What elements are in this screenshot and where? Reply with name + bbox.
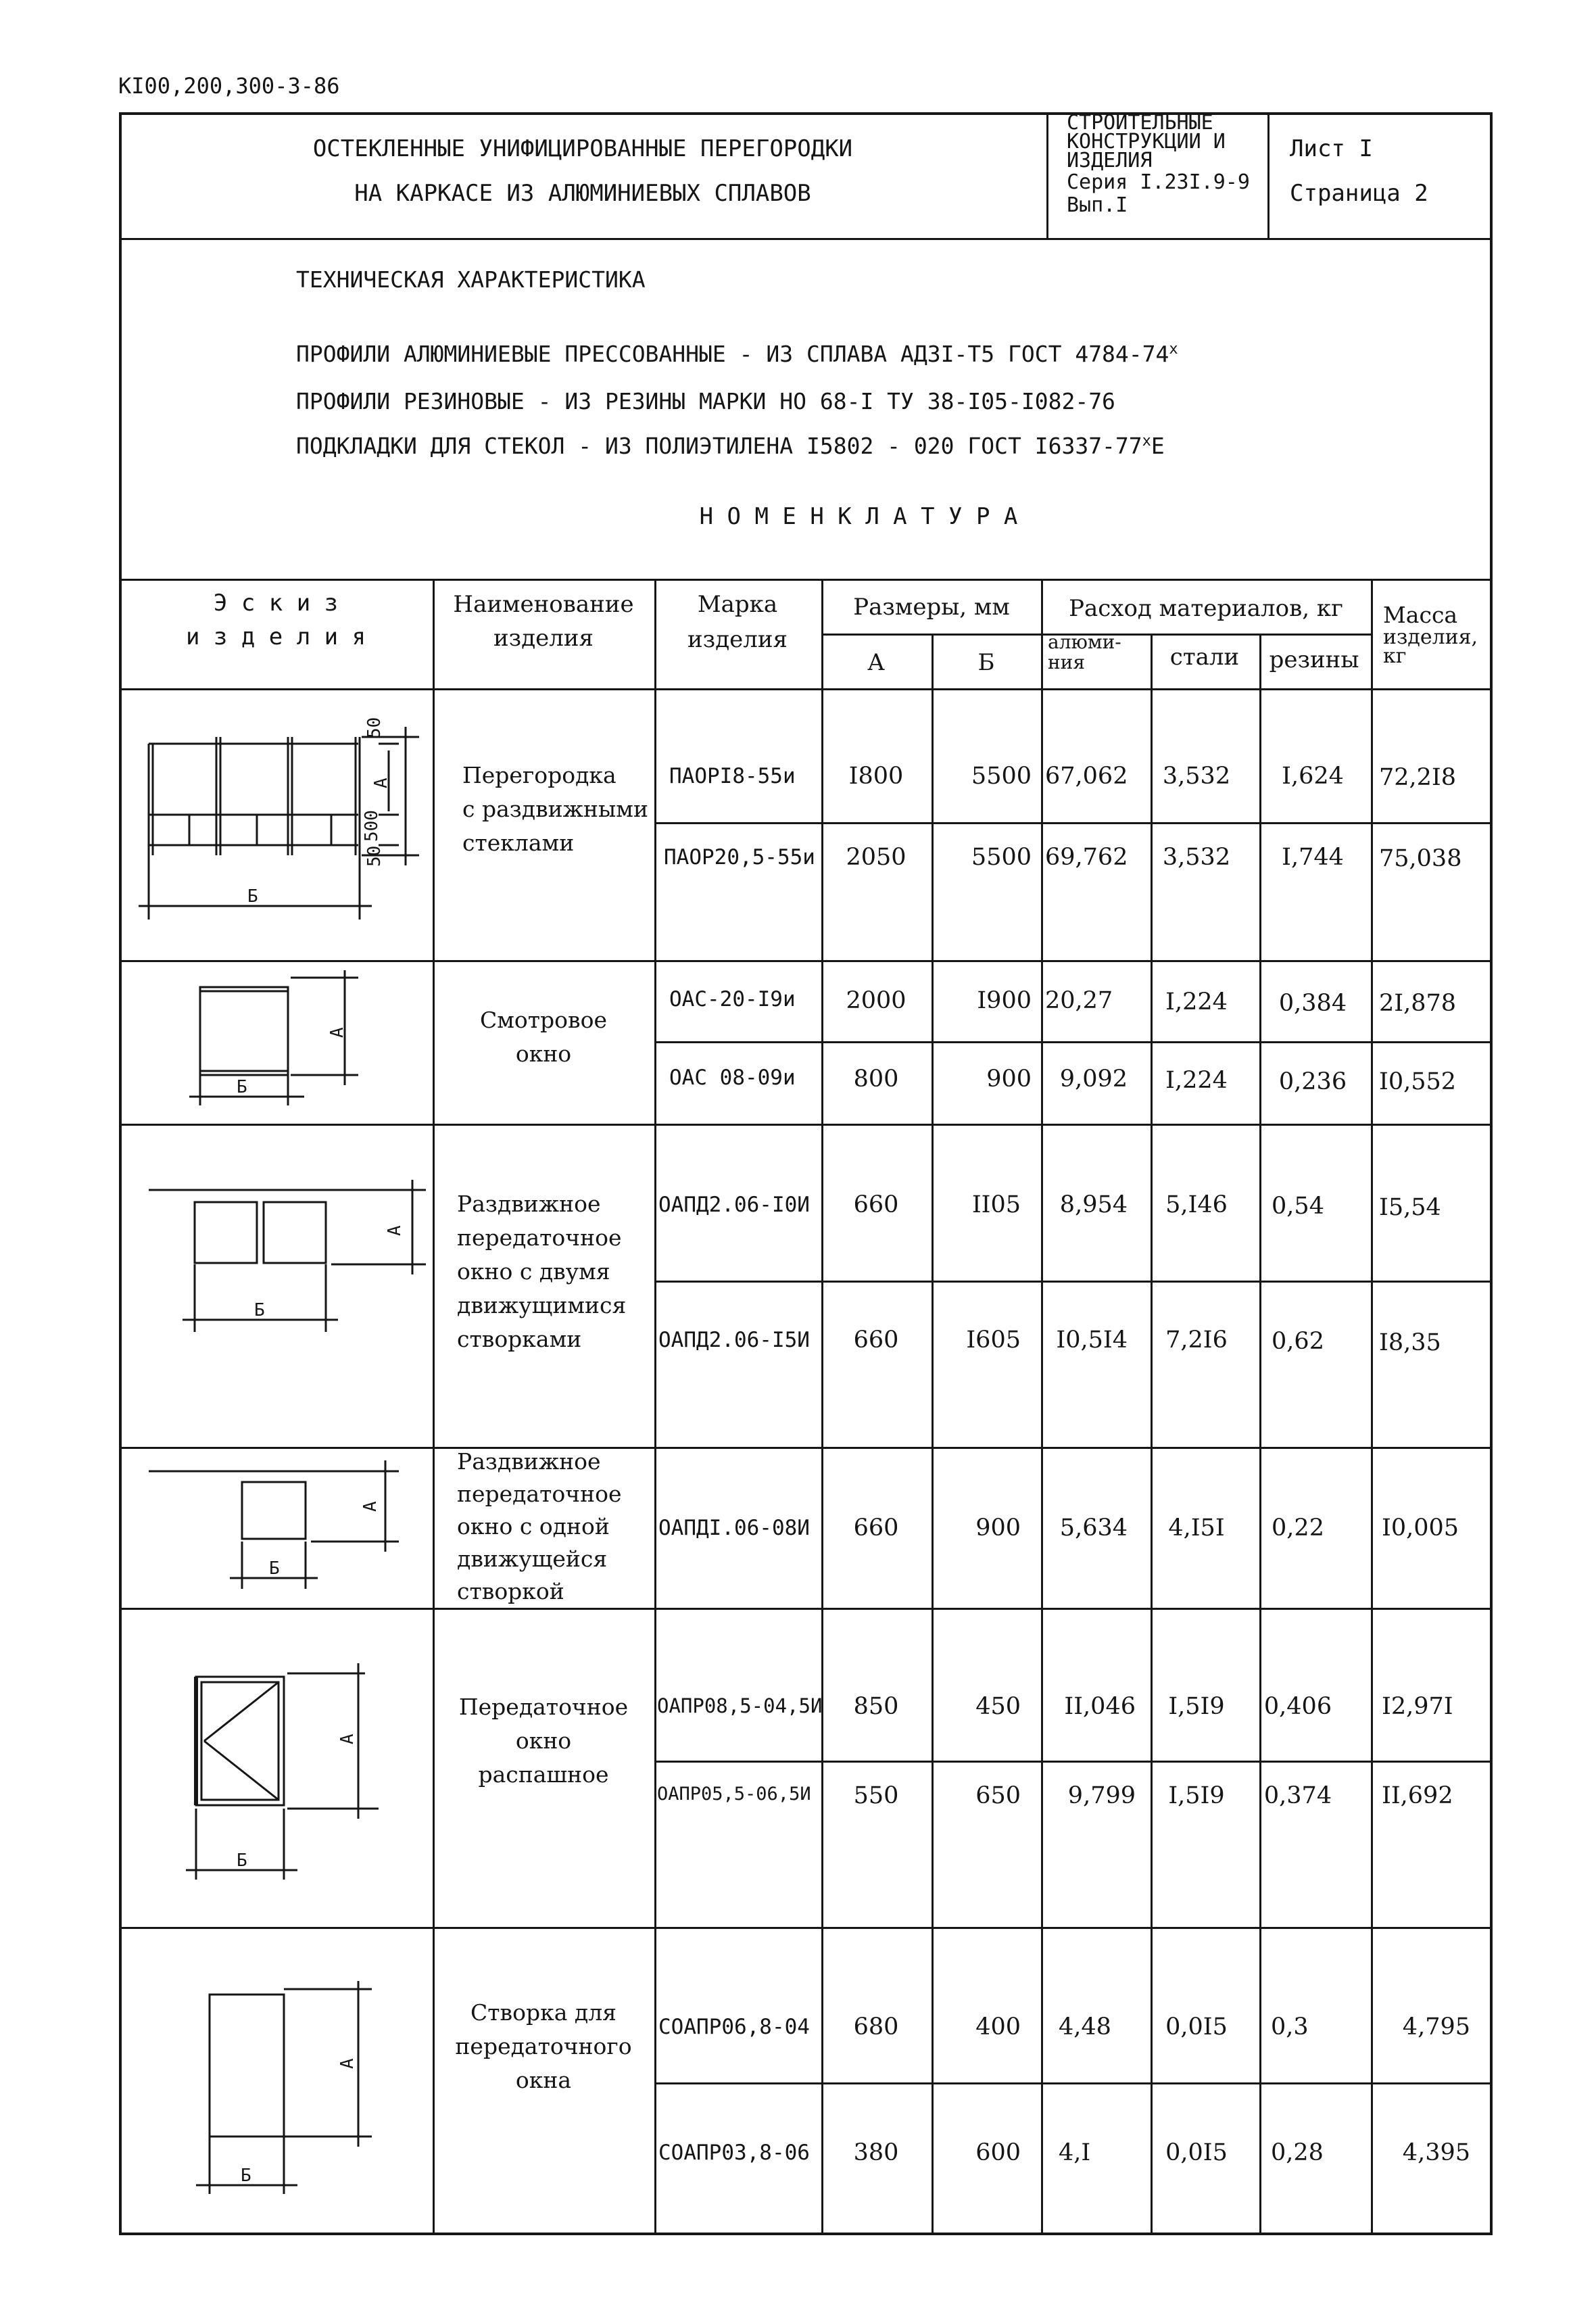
row-a: 2050 — [846, 844, 906, 871]
row-mass: 75,038 — [1379, 845, 1462, 872]
item-name-sash: Створка для передаточного окна — [455, 1999, 632, 2093]
svg-text:А: А — [385, 1225, 405, 1236]
row-mass: 4,795 — [1402, 2013, 1470, 2040]
col-sketch-header-2: и з д е л и я — [185, 623, 366, 650]
row-mark: ОАПДI.06-08И — [658, 1516, 810, 1540]
row-steel: I,5I9 — [1168, 1693, 1225, 1720]
row-steel: I,224 — [1165, 988, 1228, 1016]
group-rule-4 — [119, 1608, 1493, 1610]
svg-text:500: 500 — [362, 810, 382, 842]
row-steel: 0,0I5 — [1165, 2013, 1228, 2040]
series-line3: ИЗДЕЛИЯ — [1067, 149, 1153, 172]
row-rubber: 0,28 — [1271, 2139, 1324, 2166]
col-rule-5 — [1041, 579, 1043, 2235]
row-mass: I8,35 — [1379, 1329, 1441, 1356]
col-rule-2 — [654, 579, 656, 2235]
col-materials-header: Расход материалов, кг — [1069, 595, 1343, 622]
row-b: I900 — [977, 987, 1032, 1014]
row-mark: ПАОРI8-55и — [669, 764, 796, 788]
svg-text:А: А — [360, 1501, 381, 1512]
row-rule-3 — [654, 1281, 1493, 1283]
col-mass-header-3: кг — [1383, 644, 1407, 668]
header-title-line2: НА КАРКАСЕ ИЗ АЛЮМИНИЕВЫХ СПЛАВОВ — [354, 180, 811, 207]
col-a-header: А — [867, 649, 885, 676]
row-rule-5 — [654, 2082, 1493, 2084]
row-steel: I,224 — [1165, 1067, 1228, 1094]
col-rule-6 — [1151, 634, 1153, 2235]
item-name-hinged-window: Передаточное окно распашное — [458, 1694, 629, 1788]
col-rule-7 — [1259, 634, 1261, 2235]
row-b: II05 — [971, 1191, 1021, 1218]
row-mark: ОАС-20-I9и — [669, 987, 796, 1011]
svg-text:Б: Б — [254, 1300, 265, 1320]
row-mass: I0,552 — [1379, 1068, 1457, 1095]
row-alum: 9,092 — [1059, 1066, 1128, 1093]
row-a: 850 — [853, 1693, 899, 1720]
sketch-viewing-window — [176, 967, 379, 1116]
row-a: 660 — [853, 1514, 899, 1542]
row-a: I800 — [848, 763, 904, 790]
svg-text:Б: Б — [247, 886, 258, 907]
col-name-header-1: Наименование — [453, 591, 634, 618]
col-sizes-header: Размеры, мм — [853, 594, 1010, 621]
row-rule-1 — [654, 822, 1493, 824]
row-steel: 4,I5I — [1168, 1514, 1225, 1542]
row-a: 380 — [853, 2139, 899, 2166]
header-divider-2 — [1267, 112, 1269, 238]
col-mass-header-2: изделия, — [1383, 625, 1478, 649]
col-mark-header-2: изделия — [687, 626, 788, 653]
col-b-header: Б — [977, 649, 995, 676]
svg-text:Б: Б — [269, 1558, 280, 1579]
row-rubber: 0,22 — [1272, 1514, 1324, 1542]
col-steel-header: стали — [1169, 644, 1240, 671]
row-alum: 5,634 — [1059, 1514, 1128, 1542]
row-a: 660 — [853, 1327, 899, 1354]
col-mark-header-1: Марка — [697, 591, 778, 618]
row-rubber: 0,3 — [1271, 2013, 1309, 2040]
sketch-sash — [189, 1974, 392, 2197]
series-issue: Вып.I — [1067, 193, 1128, 217]
tech-line-rubber: ПРОФИЛИ РЕЗИНОВЫЕ - ИЗ РЕЗИНЫ МАРКИ НО 68-I ТУ 38-I05-I082-76 — [296, 388, 1115, 414]
row-mark: ОАПР08,5-04,5И — [657, 1694, 823, 1717]
item-name-partition: Перегородка с раздвижными стеклами — [462, 762, 648, 856]
item-name-viewing-window: Смотровое окно — [479, 1007, 608, 1067]
row-a: 2000 — [846, 987, 906, 1014]
row-mark: СОАПР06,8-04 — [658, 2015, 810, 2039]
svg-text:А: А — [327, 1027, 347, 1038]
row-rubber: 0,62 — [1272, 1328, 1324, 1355]
row-steel: 7,2I6 — [1165, 1327, 1228, 1354]
svg-text:Б: Б — [241, 2166, 251, 2186]
sheet-frame — [119, 112, 1493, 2235]
sketch-sliding-window-one — [142, 1454, 426, 1602]
tech-heading: ТЕХНИЧЕСКАЯ ХАРАКТЕРИСТИКА — [296, 266, 646, 293]
row-rule-2 — [654, 1041, 1493, 1043]
row-b: 600 — [975, 2139, 1021, 2166]
row-rubber: 0,54 — [1272, 1193, 1324, 1220]
group-rule-2 — [119, 1124, 1493, 1126]
row-a: 550 — [853, 1782, 899, 1809]
tech-line-aluminium: ПРОФИЛИ АЛЮМИНИЕВЫЕ ПРЕССОВАННЫЕ - ИЗ СПЛАВА АД3I-Т5 ГОСТ $4784-74^х$ — [296, 341, 1178, 367]
row-alum: 20,27 — [1045, 987, 1113, 1014]
item-name-sliding-window-one: Раздвижное передаточное окно с одной движущейся створкой — [457, 1448, 622, 1604]
svg-text:Б: Б — [237, 1077, 247, 1097]
sketch-partition — [128, 710, 426, 953]
row-alum: 69,762 — [1045, 844, 1128, 871]
svg-text:А: А — [371, 778, 391, 788]
row-mass: 4,395 — [1402, 2139, 1470, 2166]
row-mark: ОАС 08-09и — [669, 1066, 796, 1090]
row-a: 680 — [853, 2013, 899, 2040]
header-divider-1 — [1046, 112, 1048, 238]
row-mass: 72,2I8 — [1379, 764, 1457, 791]
col-rule-1 — [433, 579, 435, 2235]
sketch-sliding-window-two — [142, 1176, 426, 1352]
row-steel: 3,532 — [1162, 763, 1231, 790]
tech-line-pads: ПОДКЛАДКИ ДЛЯ СТЕКОЛ - ИЗ ПОЛИЭТИЛЕНА I5802 - 020 ГОСТ $I6337-77^хЕ$ — [296, 433, 1165, 459]
svg-text:50: 50 — [364, 717, 385, 738]
row-b: 900 — [975, 1514, 1021, 1542]
col-rubber-header: резины — [1269, 646, 1359, 673]
nomenclature-heading: Н О М Е Н К Л А Т У Р А — [699, 503, 1018, 530]
row-mark: ОАПР05,5-06,5И — [657, 1784, 811, 1805]
group-rule-5 — [119, 1927, 1493, 1929]
row-alum: II,046 — [1064, 1693, 1136, 1720]
sheet-number: Лист I — [1290, 135, 1373, 162]
series-line1: СТРОИТЕЛЬНЫЕ — [1067, 111, 1213, 135]
page-number: Страница 2 — [1290, 180, 1428, 207]
col-name-header-2: изделия — [493, 625, 594, 652]
row-steel: 3,532 — [1162, 844, 1231, 871]
document-code: KI00,200,300-3-86 — [118, 73, 340, 99]
row-rubber: 0,406 — [1263, 1693, 1332, 1720]
table-top-rule — [119, 579, 1493, 581]
header-bottom-rule — [119, 238, 1493, 240]
row-steel: 5,I46 — [1165, 1191, 1228, 1218]
row-rule-4 — [654, 1761, 1493, 1763]
row-mark: СОАПР03,8-06 — [658, 2141, 810, 2165]
row-mark: ПАОР20,5-55и — [664, 845, 815, 869]
svg-text:А: А — [337, 2058, 358, 2069]
row-alum: I0,5I4 — [1056, 1327, 1128, 1354]
row-mass: II,692 — [1382, 1782, 1453, 1809]
col-rule-4 — [932, 634, 934, 2235]
item-name-sliding-window-two: Раздвижное передаточное окно с двумя движущимися створками — [457, 1191, 627, 1352]
row-mass: I5,54 — [1379, 1194, 1441, 1221]
col-alum-header-2: ния — [1048, 651, 1085, 673]
row-b: 400 — [975, 2013, 1021, 2040]
row-a: 800 — [853, 1066, 899, 1093]
row-steel: 0,0I5 — [1165, 2139, 1228, 2166]
row-b: 5500 — [971, 844, 1032, 871]
sketch-hinged-window — [176, 1656, 406, 1886]
group-rule-3 — [119, 1447, 1493, 1449]
header-title-line1: ОСТЕКЛЕННЫЕ УНИФИЦИРОВАННЫЕ ПЕРЕГОРОДКИ — [312, 135, 853, 162]
row-alum: 67,062 — [1045, 763, 1128, 790]
row-rubber: 0,236 — [1278, 1068, 1347, 1095]
row-b: 450 — [975, 1693, 1021, 1720]
series-line2: КОНСТРУКЦИИ И — [1067, 130, 1226, 153]
row-rubber: I,624 — [1282, 763, 1344, 790]
row-alum: 9,799 — [1067, 1782, 1136, 1809]
col-rule-3 — [821, 579, 823, 2235]
row-rubber: 0,374 — [1263, 1782, 1332, 1809]
svg-text:А: А — [337, 1734, 358, 1744]
row-b: 5500 — [971, 763, 1032, 790]
row-alum: 4,48 — [1059, 2013, 1111, 2040]
row-a: 660 — [853, 1191, 899, 1218]
row-b: 900 — [986, 1066, 1032, 1093]
row-rubber: 0,384 — [1278, 990, 1347, 1017]
col-alum-header-1: алюми- — [1048, 631, 1121, 653]
row-mark: ОАПД2.06-I0И — [658, 1193, 810, 1217]
row-b: I605 — [966, 1327, 1021, 1354]
row-mass: I2,97I — [1382, 1693, 1453, 1720]
table-header-bottom-rule — [119, 688, 1493, 690]
row-mass: 2I,878 — [1379, 990, 1457, 1017]
row-rubber: I,744 — [1282, 844, 1344, 871]
col-sketch-header-1: Э с к и з — [213, 590, 339, 617]
group-rule-1 — [119, 960, 1493, 962]
svg-text:50: 50 — [364, 845, 385, 867]
row-b: 650 — [975, 1782, 1021, 1809]
row-mark: ОАПД2.06-I5И — [658, 1328, 810, 1352]
row-steel: I,5I9 — [1168, 1782, 1225, 1809]
row-alum: 8,954 — [1059, 1191, 1128, 1218]
col-rule-8 — [1371, 579, 1373, 2235]
col-mass-header-1: Масса — [1383, 602, 1458, 628]
svg-text:Б: Б — [237, 1851, 247, 1871]
series-number: Серия I.23I.9-9 — [1067, 170, 1250, 194]
row-mass: I0,005 — [1382, 1514, 1459, 1542]
row-alum: 4,I — [1059, 2139, 1091, 2166]
